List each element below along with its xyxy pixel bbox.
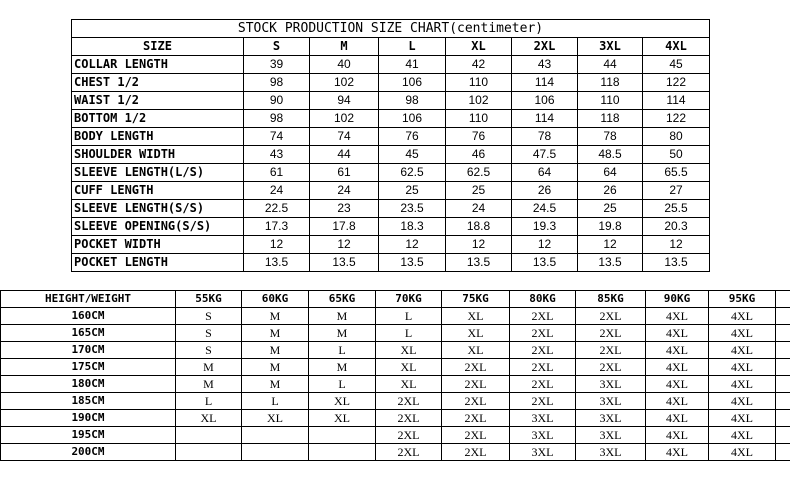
measurement-label: BOTTOM 1/2 [72,110,244,128]
size-column-header: 2XL [512,38,578,56]
size-column-header: 3XL [578,38,643,56]
measurement-value: 43 [512,56,578,74]
table-row [1,308,790,325]
size-value: 2XL [510,393,576,410]
size-value: S [176,308,242,325]
table-row [1,444,790,461]
height-label: 185CM [1,393,176,410]
measurement-label: BODY LENGTH [72,128,244,146]
size-value: M [242,376,309,393]
measurement-value: 106 [512,92,578,110]
size-value: XL [309,393,376,410]
table-row [72,56,710,74]
size-value: 2XL [442,393,510,410]
size-value: 2XL [510,376,576,393]
measurement-label: CHEST 1/2 [72,74,244,92]
size-value: 4XL [709,427,776,444]
size-value: 4XL [709,325,776,342]
measurement-value: 12 [578,236,643,254]
measurement-value: 13.5 [643,254,710,272]
measurement-value: 90 [244,92,310,110]
size-value: 2XL [510,308,576,325]
measurement-value: 48.5 [578,146,643,164]
measurement-value: 19.3 [512,218,578,236]
size-value: 2XL [510,359,576,376]
measurement-label: SHOULDER WIDTH [72,146,244,164]
measurement-value: 110 [446,74,512,92]
size-value [309,427,376,444]
measurement-value: 22.5 [244,200,310,218]
size-value: 4XL [646,359,709,376]
size-value: 2XL [376,427,442,444]
measurement-value: 24.5 [512,200,578,218]
measurement-value: 18.3 [379,218,446,236]
height-label: 175CM [1,359,176,376]
measurement-label: CUFF LENGTH [72,182,244,200]
table-row [1,325,790,342]
size-value: M [242,359,309,376]
size-column-header: 4XL [643,38,710,56]
measurement-value: 13.5 [512,254,578,272]
size-value: 2XL [442,427,510,444]
measurement-value: 12 [643,236,710,254]
size-value: 4XL [646,427,709,444]
size-value: XL [376,359,442,376]
height-label: 165CM [1,325,176,342]
measurement-value: 39 [244,56,310,74]
size-value: 2XL [576,325,646,342]
size-value: M [309,308,376,325]
measurement-value: 45 [643,56,710,74]
size-value: M [242,342,309,359]
size-value: L [309,376,376,393]
size-value: 3XL [576,427,646,444]
size-value [176,444,242,461]
measurement-value: 50 [643,146,710,164]
size-column-header: M [310,38,379,56]
measurement-value: 13.5 [310,254,379,272]
size-value: 3XL [510,410,576,427]
size-value: L [376,325,442,342]
table-row [1,342,790,359]
table-row [72,164,710,182]
weight-column-header: 60KG [242,291,309,308]
table-row [72,110,710,128]
size-value: S [176,325,242,342]
size-value: 3XL [510,427,576,444]
height-label: 170CM [1,342,176,359]
size-value: 4XL [646,444,709,461]
measurement-value: 122 [643,74,710,92]
measurement-label: SLEEVE OPENING(S/S) [72,218,244,236]
table-edge-cell [776,342,790,359]
measurement-value: 25 [578,200,643,218]
measurement-value: 13.5 [446,254,512,272]
measurement-value: 110 [578,92,643,110]
measurement-value: 12 [512,236,578,254]
measurement-value: 94 [310,92,379,110]
measurement-value: 118 [578,110,643,128]
measurement-value: 62.5 [446,164,512,182]
size-value: 2XL [376,444,442,461]
measurement-value: 20.3 [643,218,710,236]
measurement-value: 98 [244,74,310,92]
size-value: 3XL [576,376,646,393]
size-value: M [176,376,242,393]
measurement-value: 106 [379,110,446,128]
weight-column-header: 65KG [309,291,376,308]
table-row [72,200,710,218]
size-value: M [242,325,309,342]
measurement-value: 102 [446,92,512,110]
height-label: 160CM [1,308,176,325]
size-value: 2XL [442,376,510,393]
size-value: XL [376,342,442,359]
size-value [242,444,309,461]
measurement-value: 42 [446,56,512,74]
table-edge-cell [776,291,790,308]
measurement-value: 13.5 [379,254,446,272]
measurement-label: WAIST 1/2 [72,92,244,110]
weight-column-header: 70KG [376,291,442,308]
size-value: 2XL [442,444,510,461]
size-value: 4XL [709,308,776,325]
size-chart-title: STOCK PRODUCTION SIZE CHART(centimeter) [72,20,710,38]
measurement-value: 27 [643,182,710,200]
measurement-value: 25 [446,182,512,200]
measurement-value: 23.5 [379,200,446,218]
size-value: L [376,308,442,325]
size-value: L [309,342,376,359]
measurement-value: 114 [512,74,578,92]
weight-column-header: 80KG [510,291,576,308]
measurement-value: 19.8 [578,218,643,236]
measurement-value: 114 [643,92,710,110]
size-column-header: XL [446,38,512,56]
size-column-header: L [379,38,446,56]
measurement-value: 40 [310,56,379,74]
measurement-value: 12 [446,236,512,254]
table-edge-cell [776,444,790,461]
measurement-label: SLEEVE LENGTH(S/S) [72,200,244,218]
size-value: 2XL [442,359,510,376]
size-value: 3XL [576,393,646,410]
measurement-label: SLEEVE LENGTH(L/S) [72,164,244,182]
size-value: 2XL [510,342,576,359]
measurement-value: 46 [446,146,512,164]
size-value: 4XL [646,393,709,410]
measurement-value: 64 [578,164,643,182]
measurement-value: 65.5 [643,164,710,182]
size-value: M [309,325,376,342]
height-weight-header-row [1,291,790,308]
table-row [1,410,790,427]
measurement-value: 24 [310,182,379,200]
weight-column-header: 75KG [442,291,510,308]
size-chart-table [71,19,710,272]
table-edge-cell [776,410,790,427]
table-row [72,92,710,110]
measurement-value: 43 [244,146,310,164]
measurement-value: 106 [379,74,446,92]
size-value: 4XL [646,410,709,427]
measurement-value: 45 [379,146,446,164]
size-value: L [176,393,242,410]
weight-column-header: 90KG [646,291,709,308]
measurement-value: 78 [578,128,643,146]
measurement-value: 76 [446,128,512,146]
measurement-value: 24 [244,182,310,200]
size-value: 2XL [510,325,576,342]
size-value: 4XL [709,342,776,359]
size-value: M [242,308,309,325]
size-column-header: SIZE [72,38,244,56]
table-row [72,182,710,200]
measurement-value: 24 [446,200,512,218]
size-value: XL [376,376,442,393]
height-weight-table [0,290,790,461]
weight-column-header: 85KG [576,291,646,308]
measurement-value: 78 [512,128,578,146]
size-value: M [309,359,376,376]
size-value: XL [442,342,510,359]
measurement-value: 25 [379,182,446,200]
size-value: XL [242,410,309,427]
table-row [1,427,790,444]
measurement-value: 26 [578,182,643,200]
measurement-value: 12 [379,236,446,254]
table-row [72,74,710,92]
size-value: 4XL [646,342,709,359]
table-row [1,376,790,393]
measurement-value: 114 [512,110,578,128]
size-value: XL [442,308,510,325]
size-value: XL [442,325,510,342]
size-value: 4XL [646,325,709,342]
measurement-value: 122 [643,110,710,128]
size-value: XL [309,410,376,427]
height-label: 195CM [1,427,176,444]
measurement-value: 47.5 [512,146,578,164]
weight-column-header: 95KG [709,291,776,308]
size-value: 4XL [646,308,709,325]
measurement-value: 12 [310,236,379,254]
size-chart-body [72,56,710,272]
size-value [176,427,242,444]
size-value: 3XL [576,410,646,427]
measurement-value: 25.5 [643,200,710,218]
measurement-value: 76 [379,128,446,146]
measurement-value: 44 [578,56,643,74]
size-value: 4XL [709,359,776,376]
size-value: 2XL [442,410,510,427]
measurement-value: 41 [379,56,446,74]
measurement-value: 17.3 [244,218,310,236]
size-value: 2XL [576,359,646,376]
size-value: M [176,359,242,376]
measurement-value: 26 [512,182,578,200]
table-edge-cell [776,359,790,376]
size-value: 2XL [576,342,646,359]
size-value: S [176,342,242,359]
size-value: 2XL [376,393,442,410]
size-chart-header-row [72,38,710,56]
size-value: L [242,393,309,410]
measurement-value: 44 [310,146,379,164]
table-row [72,218,710,236]
size-value [309,444,376,461]
measurement-value: 13.5 [578,254,643,272]
measurement-value: 61 [310,164,379,182]
measurement-value: 64 [512,164,578,182]
weight-column-header: 55KG [176,291,242,308]
measurement-value: 12 [244,236,310,254]
size-value: 3XL [510,444,576,461]
table-row [1,359,790,376]
size-value [242,427,309,444]
height-label: 200CM [1,444,176,461]
measurement-value: 74 [244,128,310,146]
measurement-value: 118 [578,74,643,92]
measurement-label: POCKET WIDTH [72,236,244,254]
size-column-header: S [244,38,310,56]
table-edge-cell [776,376,790,393]
size-value: 2XL [376,410,442,427]
size-value: 3XL [576,444,646,461]
measurement-value: 80 [643,128,710,146]
measurement-value: 17.8 [310,218,379,236]
measurement-value: 110 [446,110,512,128]
measurement-value: 98 [379,92,446,110]
measurement-value: 98 [244,110,310,128]
table-row [72,128,710,146]
size-value: 2XL [576,308,646,325]
measurement-value: 62.5 [379,164,446,182]
measurement-value: 102 [310,110,379,128]
measurement-value: 61 [244,164,310,182]
measurement-label: COLLAR LENGTH [72,56,244,74]
measurement-value: 102 [310,74,379,92]
height-weight-body [1,308,790,461]
size-value: 4XL [709,410,776,427]
size-value: XL [176,410,242,427]
table-edge-cell [776,325,790,342]
height-label: 180CM [1,376,176,393]
table-edge-cell [776,308,790,325]
table-row [72,146,710,164]
size-value: 4XL [709,376,776,393]
measurement-value: 13.5 [244,254,310,272]
table-edge-cell [776,393,790,410]
table-row [72,254,710,272]
measurement-value: 18.8 [446,218,512,236]
size-value: 4XL [709,444,776,461]
size-value: 4XL [646,376,709,393]
measurement-value: 74 [310,128,379,146]
size-value: 4XL [709,393,776,410]
measurement-value: 23 [310,200,379,218]
measurement-label: POCKET LENGTH [72,254,244,272]
table-row [1,393,790,410]
table-row [72,236,710,254]
table-edge-cell [776,427,790,444]
weight-column-header: HEIGHT/WEIGHT [1,291,176,308]
height-label: 190CM [1,410,176,427]
